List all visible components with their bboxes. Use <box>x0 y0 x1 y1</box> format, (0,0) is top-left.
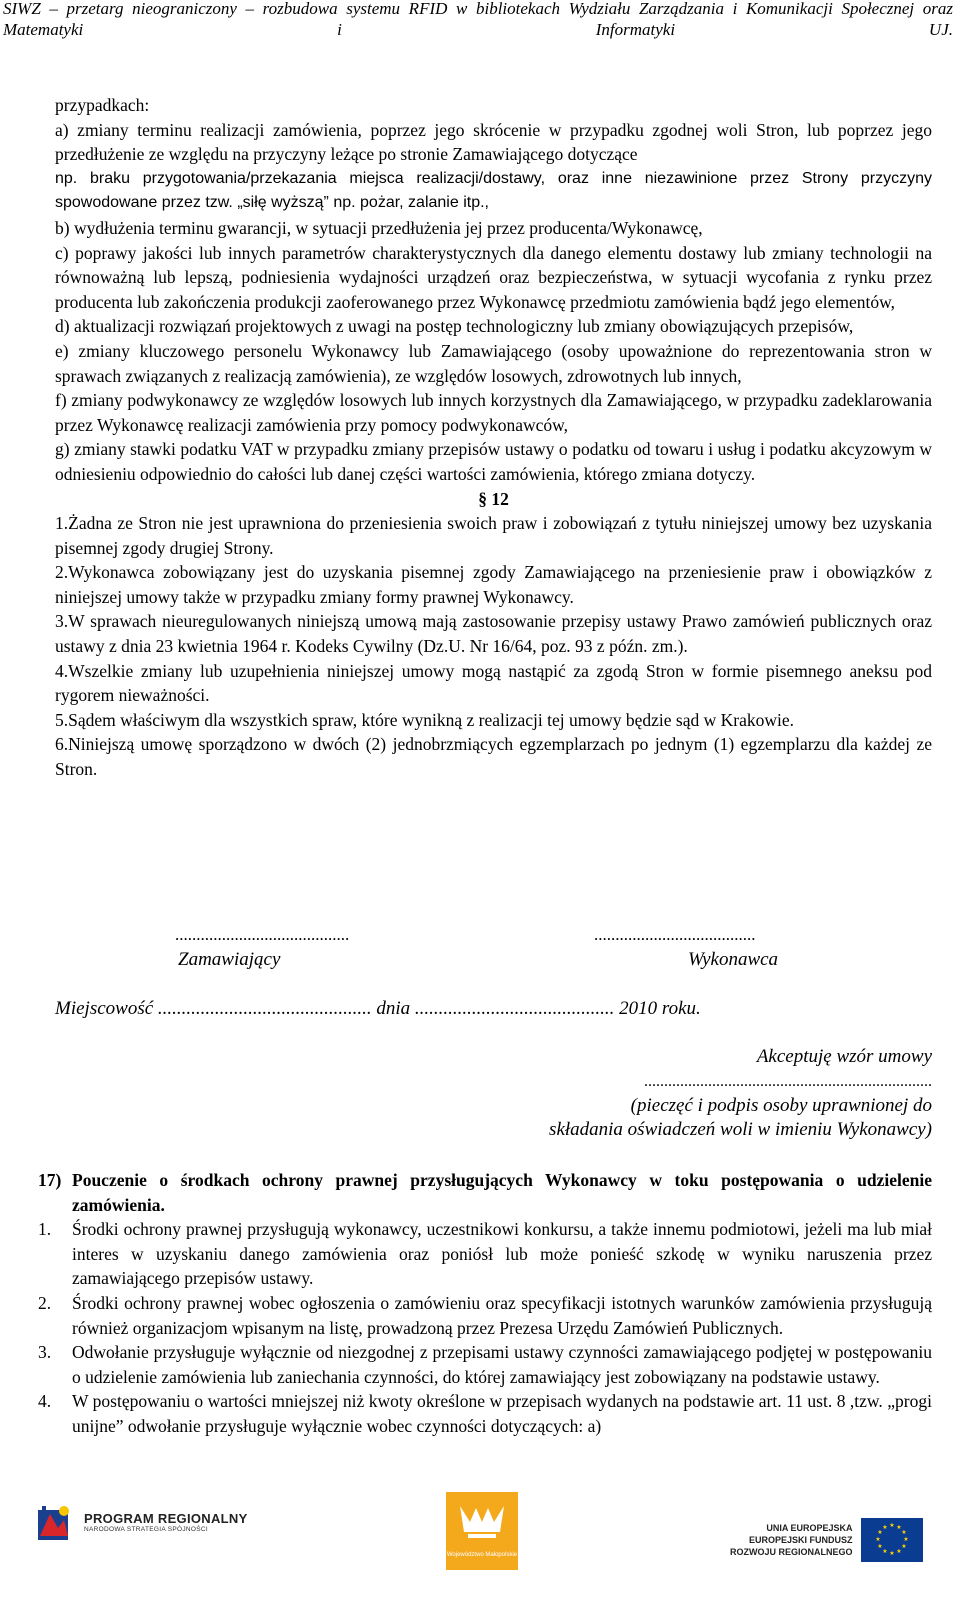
accept-note-line-1: (pieczęć i podpis osoby uprawnionej do <box>630 1095 932 1116</box>
ue-line-1: UNIA EUROPEJSKA <box>766 1523 853 1533</box>
malopolska-logo <box>446 1492 518 1570</box>
svg-text:★: ★ <box>874 1536 881 1543</box>
list-item-text: Środki ochrony prawnej wobec ogłoszenia o zamówieniu oraz specyfikacji istotnych warunków zamówienia przysługują również organizacjom wpisanym na listę, prowadzoną przez Prezesa Urzędu Zamówień Publicznych. <box>72 1292 932 1338</box>
program-title: PROGRAM REGIONALNY <box>84 1511 248 1526</box>
malopolska-label: Województwo Małopolskie <box>446 1552 518 1558</box>
clause-g: g) zmiany stawki podatku VAT w przypadku zmiany przepisów ustawy o podatku od towaru i usług i podatku akcyzowym w odniesieniu odpowiednio do całości lub danej części wartości zamówienia, którego zmiana dotyczy. <box>55 439 932 484</box>
list-item <box>38 1340 932 1389</box>
malopolska-crest-icon <box>446 1492 518 1548</box>
paragraph-1: 1.Żadna ze Stron nie jest uprawniona do przeniesienia swoich praw i zobowiązań z tytułu niniejszej umowy bez uzyskania pisemnej zgody drugiej Strony. <box>55 513 932 558</box>
list-item-number: 2. <box>38 1292 52 1313</box>
svg-text:★: ★ <box>900 1529 907 1536</box>
program-regionalny-icon <box>38 1502 74 1542</box>
accept-title: Akceptuję wzór umowy <box>756 1046 932 1067</box>
list-item-text: Środki ochrony prawnej przysługują wykonawcy, uczestnikowi konkursu, a także innemu podmiotowi, jeżeli ma lub miał interes w uzyskaniu danego zamówienia oraz poniósł lub może ponieść szkodę w wyniku naruszenia przez zamawiającego przepisów ustawy. <box>72 1219 932 1289</box>
signature-line-right: ...................................... <box>594 925 756 944</box>
signature-label-right: Wykonawca <box>688 949 779 970</box>
clause-b: b) wydłużenia terminu gwarancji, w sytuacji przedłużenia jej przez producenta/Wykonawcę, <box>55 217 703 238</box>
list-item <box>38 1291 932 1340</box>
clause-e: e) zmiany kluczowego personelu Wykonawcy lub Zamawiającego (osoby upoważnione do reprezentowania stron w sprawach związanych z realizacją zamówienia), ze względów losowych, zdrowotnych lub innych, <box>55 340 932 386</box>
intro-text: przypadkach: <box>55 95 150 115</box>
section-17 <box>38 1168 932 1439</box>
svg-text:★: ★ <box>895 1548 902 1555</box>
svg-text:★: ★ <box>888 1522 895 1529</box>
paragraph-6: 6.Niniejszą umowę sporządzono w dwóch (2) jednobrzmiących egzemplarzach po jednym (1) egzemplarzu dla każdej ze Stron. <box>55 734 932 780</box>
section-heading: § 12 <box>478 488 509 509</box>
svg-text:★: ★ <box>895 1524 902 1531</box>
ue-line-3: ROZWOJU REGIONALNEGO <box>730 1547 853 1557</box>
ue-logo <box>730 1518 923 1562</box>
section-17-title: Pouczenie o środkach ochrony prawnej przysługujących Wykonawcy w toku postępowania o udzielenie zamówienia. <box>72 1170 932 1215</box>
paragraph-5: 5.Sądem właściwym dla wszystkich spraw, które wynikną z realizacji tej umowy będzie sąd w Krakowie. <box>55 709 794 730</box>
list-item-number: 3. <box>38 1342 52 1363</box>
clause-d: d) aktualizacji rozwiązań projektowych z uwagi na postęp technologiczny lub zmiany obowiązujących przepisów, <box>55 316 854 337</box>
section-17-heading <box>38 1168 932 1217</box>
paragraph-4: 4.Wszelkie zmiany lub uzupełnienia niniejszej umowy mogą nastąpić za zgodą Stron w formie pisemnego aneksu pod rygorem nieważności. <box>55 660 932 706</box>
contract-body <box>55 93 932 782</box>
signature-label-left: Zamawiający <box>178 949 281 970</box>
clause-a: a) zmiany terminu realizacji zamówienia, poprzez jego skrócenie w przypadku zgodnej woli Stron, lub poprzez jego przedłużenie ze względu na przyczyny leżące po stronie Zamawiającego dotyczące <box>55 119 932 165</box>
list-item <box>38 1217 932 1291</box>
svg-text:★: ★ <box>876 1529 883 1536</box>
list-item-text: W postępowaniu o wartości mniejszej niż kwoty określone w przepisach wydanych na podstawie art. 11 ust. 8 ,tzw. „progi unijne” odwołanie przysługuje wyłącznie wobec czynności dotyczących: a) <box>72 1391 932 1436</box>
svg-text:★: ★ <box>876 1543 883 1550</box>
svg-text:★: ★ <box>900 1543 907 1550</box>
place-date-line: Miejscowość ............................................. dnia .......................................... 2010 roku. <box>55 998 701 1019</box>
section-17-number: 17) <box>38 1170 62 1190</box>
document-header <box>3 0 953 61</box>
header-line-2: Społecznej oraz Matematyki i Informatyki UJ. <box>3 0 954 39</box>
list-item-number: 1. <box>38 1219 52 1240</box>
svg-text:★: ★ <box>902 1536 909 1543</box>
svg-text:★: ★ <box>881 1524 888 1531</box>
accept-note-line-2: składania oświadczeń woli w imieniu Wykonawcy) <box>549 1119 932 1140</box>
clause-a-continued: np. braku przygotowania/przekazania miejsca realizacji/dostawy, oraz inne niezawinione przez Strony przyczyny spowodowane przez tzw. „siłę wyższą” np. pożar, zalanie itp., <box>55 169 932 212</box>
signature-line-left: ......................................... <box>175 925 350 944</box>
ue-line-2: EUROPEJSKI FUNDUSZ <box>749 1535 853 1545</box>
svg-text:★: ★ <box>881 1548 888 1555</box>
clause-f: f) zmiany podwykonawcy ze względów losowych lub innych korzystnych dla Zamawiającego, w przypadku zadeklarowania przez Wykonawcę realizacji zamówienia przy pomocy podwykonawców, <box>55 390 932 435</box>
list-item-text: Odwołanie przysługuje wyłącznie od niezgodnej z przepisami ustawy czynności zamawiającego podjętej w postępowaniu o udzielenie zamówienia lub zaniechania czynności, do której zamawiający jest zobowiązany na podstawie ustawy. <box>72 1342 932 1387</box>
clause-c: c) poprawy jakości lub innych parametrów charakterystycznych dla danego elementu dostawy lub zmiany technologii na równoważną lub lepszą, podniesienia wydajności urządzeń oraz bezpieczeństwa, w sytuacji wycofania z rynku przez producenta lub zakończenia produkcji zaoferowanego przez Wykonawcę przedmiotu zamówienia bądź jego elementów, <box>55 242 932 312</box>
header-line-1: SIWZ – przetarg nieograniczony – rozbudowa systemu RFID w bibliotekach Wydziału Zarządzania i Komunikacji <box>3 0 833 18</box>
program-subtitle: NARODOWA STRATEGIA SPÓJNOŚCI <box>84 1526 208 1533</box>
list-item-number: 4. <box>38 1391 52 1412</box>
paragraph-2: 2.Wykonawca zobowiązany jest do uzyskania pisemnej zgody Zamawiającego na przeniesienie praw i obowiązków z niniejszej umowy także w przypadku zmiany formy prawnej Wykonawcy. <box>55 562 932 607</box>
list-item <box>38 1389 932 1438</box>
accept-dots: ........................................................................ <box>644 1073 932 1090</box>
footer-logos <box>0 1478 960 1612</box>
eu-flag-icon <box>861 1518 923 1562</box>
program-regionalny-logo <box>38 1502 248 1542</box>
paragraph-3: 3.W sprawach nieuregulowanych niniejszą umową mają zastosowanie przepisy ustawy Prawo zamówień publicznych oraz ustawy z dnia 23 kwietnia 1964 r. Kodeks Cywilny (Dz.U. Nr 16/64, poz. 93 z późn. zm.). <box>55 611 932 657</box>
svg-text:★: ★ <box>888 1550 895 1557</box>
